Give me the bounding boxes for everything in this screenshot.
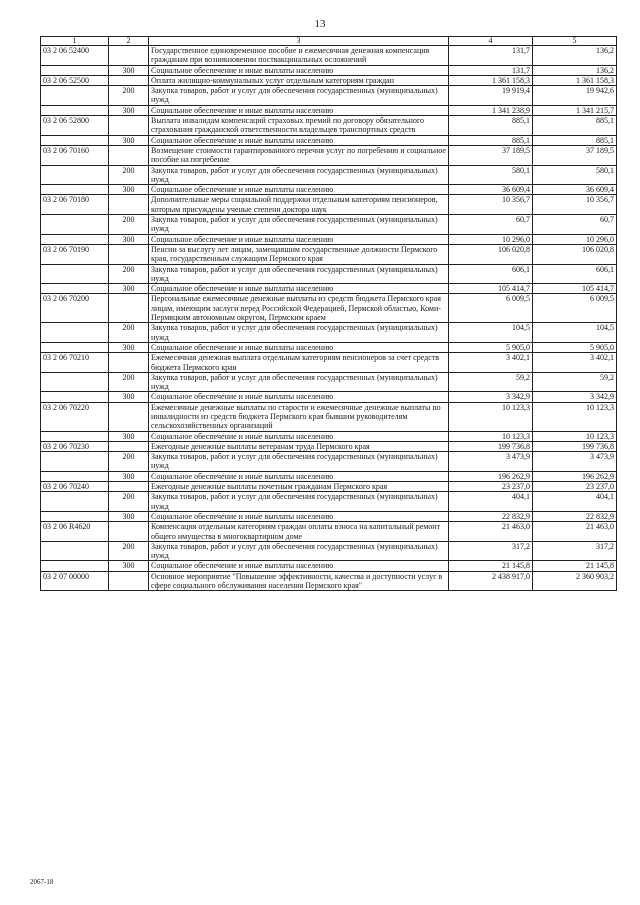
row-name: Персональные ежемесячные денежные выплаты из средств бюджета Пермского края лицам, имеющим заслуги перед Российской Федерацией, Пермской областью, Коми-Пермяцким автономным округом, Пермским краем [149, 294, 449, 323]
row-code [41, 165, 109, 185]
row-value-year-2: 10 296,0 [533, 234, 617, 244]
row-expense-type: 200 [109, 452, 149, 472]
table-row [41, 522, 617, 542]
table-row [41, 511, 617, 521]
row-expense-type [109, 482, 149, 492]
row-code [41, 264, 109, 284]
row-code [41, 372, 109, 392]
row-name: Социальное обеспечение и иные выплаты населению [149, 185, 449, 195]
row-name: Социальное обеспечение и иные выплаты населению [149, 471, 449, 481]
row-value-year-1: 3 402,1 [449, 353, 533, 373]
row-value-year-1: 196 262,9 [449, 471, 533, 481]
row-name: Социальное обеспечение и иные выплаты населению [149, 65, 449, 75]
row-value-year-2: 10 123,3 [533, 431, 617, 441]
table-row [41, 234, 617, 244]
table-header-row [41, 37, 617, 46]
row-value-year-2: 606,1 [533, 264, 617, 284]
row-code [41, 86, 109, 106]
row-expense-type: 300 [109, 511, 149, 521]
row-value-year-1: 23 237,0 [449, 482, 533, 492]
row-expense-type: 300 [109, 135, 149, 145]
row-value-year-2: 106 020,8 [533, 244, 617, 264]
row-value-year-1: 10 356,7 [449, 195, 533, 215]
row-value-year-1: 3 342,9 [449, 392, 533, 402]
row-expense-type: 300 [109, 392, 149, 402]
row-expense-type [109, 441, 149, 451]
table-row [41, 471, 617, 481]
row-value-year-1: 5 905,0 [449, 342, 533, 352]
row-code [41, 284, 109, 294]
row-name: Социальное обеспечение и иные выплаты населению [149, 284, 449, 294]
row-expense-type [109, 294, 149, 323]
row-value-year-1: 606,1 [449, 264, 533, 284]
row-expense-type [109, 116, 149, 136]
row-code [41, 65, 109, 75]
row-value-year-1: 885,1 [449, 116, 533, 136]
row-value-year-1: 6 009,5 [449, 294, 533, 323]
row-value-year-2: 22 832,9 [533, 511, 617, 521]
row-value-year-2: 105 414,7 [533, 284, 617, 294]
row-name: Закупка товаров, работ и услуг для обеспечения государственных (муниципальных) нужд [149, 492, 449, 512]
row-expense-type: 300 [109, 65, 149, 75]
column-header: 2 [109, 37, 149, 46]
row-expense-type: 200 [109, 86, 149, 106]
row-value-year-2: 3 342,9 [533, 392, 617, 402]
row-value-year-1: 2 438 917,0 [449, 571, 533, 591]
row-code [41, 105, 109, 115]
row-value-year-1: 580,1 [449, 165, 533, 185]
row-name: Компенсация отдельным категориям граждан оплаты взноса на капитальный ремонт общего имущества в многоквартирном доме [149, 522, 449, 542]
row-name: Закупка товаров, работ и услуг для обеспечения государственных (муниципальных) нужд [149, 264, 449, 284]
row-expense-type: 300 [109, 471, 149, 481]
row-value-year-1: 36 609,4 [449, 185, 533, 195]
column-header: 4 [449, 37, 533, 46]
row-name: Социальное обеспечение и иные выплаты населению [149, 561, 449, 571]
row-value-year-2: 196 262,9 [533, 471, 617, 481]
row-code [41, 511, 109, 521]
row-expense-type [109, 75, 149, 85]
row-code [41, 561, 109, 571]
row-value-year-2: 317,2 [533, 541, 617, 561]
row-value-year-1: 60,7 [449, 215, 533, 235]
table-row [41, 195, 617, 215]
table-row [41, 431, 617, 441]
row-value-year-1: 10 296,0 [449, 234, 533, 244]
row-name: Выплата инвалидам компенсаций страховых премий по договору обязательного страхования гражданской ответственности владельцев транспортных средств [149, 116, 449, 136]
row-value-year-2: 104,5 [533, 323, 617, 343]
row-code [41, 342, 109, 352]
row-value-year-1: 37 189,5 [449, 145, 533, 165]
column-header: 3 [149, 37, 449, 46]
row-name: Закупка товаров, работ и услуг для обеспечения государственных (муниципальных) нужд [149, 86, 449, 106]
row-value-year-2: 885,1 [533, 116, 617, 136]
row-expense-type: 200 [109, 492, 149, 512]
row-code [41, 185, 109, 195]
row-value-year-1: 10 123,3 [449, 402, 533, 431]
row-value-year-2: 404,1 [533, 492, 617, 512]
row-value-year-2: 1 341 215,7 [533, 105, 617, 115]
row-value-year-1: 59,2 [449, 372, 533, 392]
row-name: Государственное единовременное пособие и ежемесячная денежная компенсация гражданам при возникновении поствакцинальных осложнений [149, 46, 449, 66]
row-name: Основное мероприятие "Повышение эффективности, качества и доступности услуг в сфере социального обслуживания населения Пермского края" [149, 571, 449, 591]
row-expense-type: 200 [109, 215, 149, 235]
row-code: 03 2 06 52500 [41, 75, 109, 85]
table-row [41, 342, 617, 352]
table-row [41, 215, 617, 235]
row-value-year-2: 19 942,6 [533, 86, 617, 106]
table-row [41, 135, 617, 145]
row-expense-type [109, 402, 149, 431]
row-name: Закупка товаров, работ и услуг для обеспечения государственных (муниципальных) нужд [149, 541, 449, 561]
budget-table [40, 36, 617, 591]
row-name: Закупка товаров, работ и услуг для обеспечения государственных (муниципальных) нужд [149, 372, 449, 392]
row-expense-type [109, 195, 149, 215]
row-code: 03 2 06 70220 [41, 402, 109, 431]
table-row [41, 284, 617, 294]
table-row [41, 353, 617, 373]
row-value-year-1: 104,5 [449, 323, 533, 343]
row-value-year-1: 885,1 [449, 135, 533, 145]
row-expense-type: 300 [109, 185, 149, 195]
table-row [41, 165, 617, 185]
row-code [41, 492, 109, 512]
row-value-year-1: 199 736,8 [449, 441, 533, 451]
table-row [41, 492, 617, 512]
row-code [41, 215, 109, 235]
row-code: 03 2 06 70190 [41, 244, 109, 264]
table-row [41, 482, 617, 492]
row-expense-type: 200 [109, 264, 149, 284]
row-expense-type [109, 145, 149, 165]
row-expense-type [109, 571, 149, 591]
row-name: Социальное обеспечение и иные выплаты населению [149, 105, 449, 115]
row-expense-type [109, 522, 149, 542]
page-number: 13 [314, 18, 326, 30]
column-header: 5 [533, 37, 617, 46]
row-code: 03 2 06 R4620 [41, 522, 109, 542]
table-row [41, 105, 617, 115]
table-row [41, 86, 617, 106]
row-expense-type: 200 [109, 323, 149, 343]
row-value-year-2: 59,2 [533, 372, 617, 392]
row-value-year-2: 37 189,5 [533, 145, 617, 165]
table-row [41, 116, 617, 136]
row-name: Ежегодные денежные выплаты ветеранам труда Пермского края [149, 441, 449, 451]
row-code [41, 392, 109, 402]
row-code [41, 323, 109, 343]
row-value-year-2: 199 736,8 [533, 441, 617, 451]
row-name: Ежемесячная денежная выплата отдельным категориям пенсионеров за счет средств бюджета Пермского края [149, 353, 449, 373]
row-expense-type: 200 [109, 372, 149, 392]
row-value-year-1: 22 832,9 [449, 511, 533, 521]
row-code [41, 541, 109, 561]
row-value-year-2: 21 463,0 [533, 522, 617, 542]
row-name: Социальное обеспечение и иные выплаты населению [149, 135, 449, 145]
row-code: 03 2 06 70240 [41, 482, 109, 492]
row-name: Дополнительные меры социальной поддержки отдельным категориям пенсионеров, которым присуждены ученые степени доктора наук [149, 195, 449, 215]
row-value-year-2: 2 360 903,2 [533, 571, 617, 591]
row-expense-type [109, 46, 149, 66]
row-name: Возмещение стоимости гарантированного перечня услуг по погребению и социальное пособие на погребение [149, 145, 449, 165]
row-value-year-2: 580,1 [533, 165, 617, 185]
row-code: 03 2 07 00000 [41, 571, 109, 591]
row-value-year-1: 131,7 [449, 65, 533, 75]
row-value-year-1: 21 463,0 [449, 522, 533, 542]
table-row [41, 46, 617, 66]
row-code: 03 2 06 70230 [41, 441, 109, 451]
row-value-year-1: 106 020,8 [449, 244, 533, 264]
column-header: 1 [41, 37, 109, 46]
row-value-year-2: 6 009,5 [533, 294, 617, 323]
row-name: Закупка товаров, работ и услуг для обеспечения государственных (муниципальных) нужд [149, 452, 449, 472]
row-name: Закупка товаров, работ и услуг для обеспечения государственных (муниципальных) нужд [149, 165, 449, 185]
row-expense-type: 200 [109, 165, 149, 185]
table-row [41, 402, 617, 431]
row-code: 03 2 06 70210 [41, 353, 109, 373]
table-row [41, 372, 617, 392]
row-expense-type: 300 [109, 105, 149, 115]
row-value-year-2: 136,2 [533, 46, 617, 66]
row-value-year-2: 5 905,0 [533, 342, 617, 352]
row-value-year-1: 317,2 [449, 541, 533, 561]
row-expense-type: 300 [109, 234, 149, 244]
row-value-year-2: 10 356,7 [533, 195, 617, 215]
row-code [41, 234, 109, 244]
row-code [41, 471, 109, 481]
row-value-year-1: 1 361 158,3 [449, 75, 533, 85]
row-value-year-2: 60,7 [533, 215, 617, 235]
row-code: 03 2 06 70160 [41, 145, 109, 165]
table-row [41, 185, 617, 195]
table-row [41, 541, 617, 561]
row-expense-type: 300 [109, 561, 149, 571]
row-code: 03 2 06 52800 [41, 116, 109, 136]
row-value-year-2: 3 402,1 [533, 353, 617, 373]
table-row [41, 264, 617, 284]
row-value-year-1: 131,7 [449, 46, 533, 66]
row-expense-type: 300 [109, 431, 149, 441]
row-code: 03 2 06 70200 [41, 294, 109, 323]
row-value-year-2: 21 145,8 [533, 561, 617, 571]
row-expense-type [109, 244, 149, 264]
row-code [41, 452, 109, 472]
row-value-year-1: 105 414,7 [449, 284, 533, 294]
row-name: Закупка товаров, работ и услуг для обеспечения государственных (муниципальных) нужд [149, 215, 449, 235]
row-value-year-1: 1 341 238,9 [449, 105, 533, 115]
row-code [41, 431, 109, 441]
table-row [41, 441, 617, 451]
row-value-year-1: 3 473,9 [449, 452, 533, 472]
row-expense-type [109, 353, 149, 373]
row-name: Ежегодные денежные выплаты почетным гражданам Пермского края [149, 482, 449, 492]
row-value-year-2: 3 473,9 [533, 452, 617, 472]
row-code [41, 135, 109, 145]
table-row [41, 571, 617, 591]
table-row [41, 392, 617, 402]
row-value-year-1: 19 919,4 [449, 86, 533, 106]
row-value-year-1: 10 123,3 [449, 431, 533, 441]
row-value-year-1: 21 145,8 [449, 561, 533, 571]
row-value-year-2: 136,2 [533, 65, 617, 75]
table-row [41, 323, 617, 343]
row-name: Пенсии за выслугу лет лицам, замещавшим государственные должности Пермского края, государственным служащим Пермского края [149, 244, 449, 264]
row-expense-type: 300 [109, 342, 149, 352]
row-value-year-2: 36 609,4 [533, 185, 617, 195]
row-name: Закупка товаров, работ и услуг для обеспечения государственных (муниципальных) нужд [149, 323, 449, 343]
table-row [41, 561, 617, 571]
row-code: 03 2 06 52400 [41, 46, 109, 66]
table-row [41, 244, 617, 264]
row-name: Социальное обеспечение и иные выплаты населению [149, 511, 449, 521]
table-row [41, 65, 617, 75]
row-name: Ежемесячные денежные выплаты по старости и ежемесячные денежные выплаты по инвалидности из средств бюджета Пермского края бывшим руководителям сельскохозяйственных организаций [149, 402, 449, 431]
row-value-year-2: 1 361 158,3 [533, 75, 617, 85]
row-name: Социальное обеспечение и иные выплаты населению [149, 392, 449, 402]
row-value-year-2: 885,1 [533, 135, 617, 145]
row-value-year-2: 10 123,3 [533, 402, 617, 431]
table-row [41, 75, 617, 85]
row-code: 03 2 06 70180 [41, 195, 109, 215]
row-value-year-2: 23 237,0 [533, 482, 617, 492]
row-value-year-1: 404,1 [449, 492, 533, 512]
row-name: Социальное обеспечение и иные выплаты населению [149, 431, 449, 441]
row-name: Социальное обеспечение и иные выплаты населению [149, 234, 449, 244]
table-row [41, 452, 617, 472]
table-row [41, 145, 617, 165]
document-footer-code: 2067-18 [30, 878, 54, 886]
row-name: Оплата жилищно-коммунальных услуг отдельным категориям граждан [149, 75, 449, 85]
row-expense-type: 300 [109, 284, 149, 294]
row-name: Социальное обеспечение и иные выплаты населению [149, 342, 449, 352]
row-expense-type: 200 [109, 541, 149, 561]
table-row [41, 294, 617, 323]
